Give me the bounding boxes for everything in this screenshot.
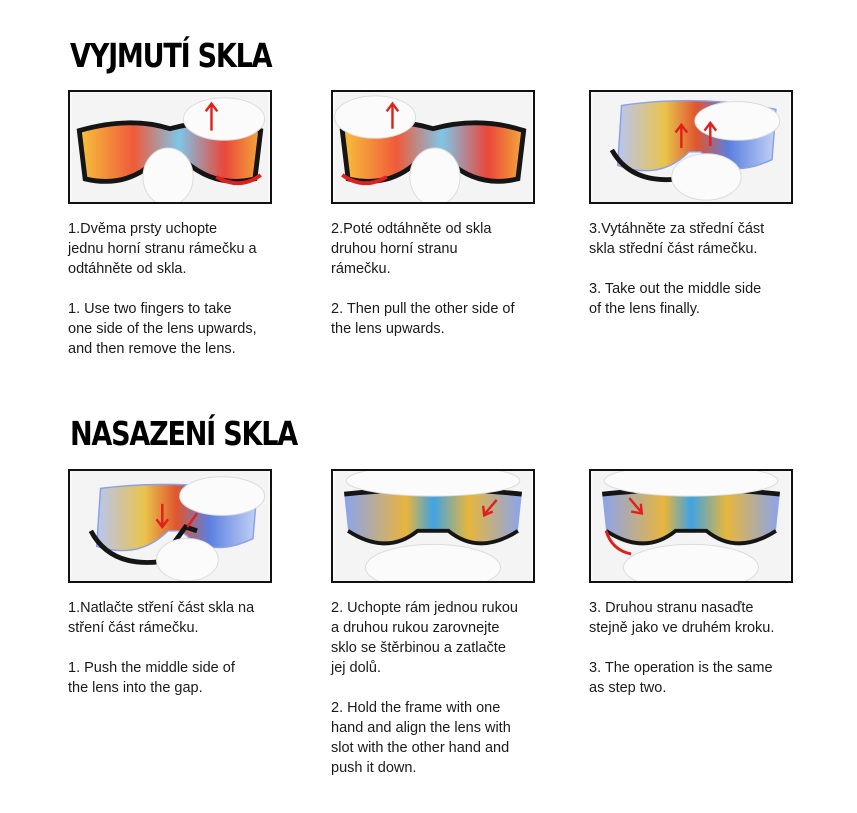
glasses-lens-install-icon [591, 471, 791, 581]
glasses-lens-removal-icon [591, 92, 791, 202]
glasses-lens-removal-icon [70, 92, 270, 202]
removal-step-1-text-en: 1. Use two fingers to take one side of the lens upwards, and then remove the lens. [68, 301, 257, 357]
installation-step-2-text-cz: 2. Uchopte rám jednou rukou a druhou rukou zarovnejte sklo se štěrbinou a zatlačte jej dolů. [331, 600, 518, 676]
installation-step-3-photo [589, 469, 793, 583]
glasses-lens-removal-icon [333, 92, 533, 202]
removal-step-3 [589, 90, 819, 339]
installation-step-3-text-cz: 3. Druhou stranu nasaďte stejně jako ve druhém kroku. [589, 600, 775, 636]
removal-step-2-text-en: 2. Then pull the other side of the lens upwards. [331, 301, 515, 337]
removal-step-2-photo [331, 90, 535, 204]
installation-step-2-text-en: 2. Hold the frame with one hand and align the lens with slot with the other hand and push it down. [331, 700, 511, 776]
installation-step-1-text-cz: 1.Natlačte stření část skla na stření část rámečku. [68, 600, 255, 636]
installation-step-1-photo [68, 469, 272, 583]
removal-section-title: VYJMUTÍ SKLA [70, 36, 272, 75]
installation-step-3-text-en: 3. The operation is the same as step two. [589, 660, 773, 696]
removal-step-3-photo [589, 90, 793, 204]
removal-step-1 [68, 90, 298, 379]
installation-step-3 [589, 469, 819, 718]
installation-step-2 [331, 469, 561, 798]
removal-step-2 [331, 90, 561, 359]
removal-step-1-photo [68, 90, 272, 204]
removal-step-2-text-cz: 2.Poté odtáhněte od skla druhou horní stranu rámečku. [331, 221, 492, 277]
installation-section-title: NASAZENÍ SKLA [70, 414, 297, 453]
installation-step-1 [68, 469, 298, 718]
removal-step-1-text-cz: 1.Dvěma prsty uchopte jednu horní stranu rámečku a odtáhněte od skla. [68, 221, 257, 277]
removal-step-3-text-en: 3. Take out the middle side of the lens finally. [589, 281, 762, 317]
installation-step-2-photo [331, 469, 535, 583]
glasses-lens-install-icon [70, 471, 270, 581]
removal-step-3-text-cz: 3.Vytáhněte za střední část skla střední část rámečku. [589, 221, 765, 257]
glasses-lens-install-icon [333, 471, 533, 581]
installation-step-1-text-en: 1. Push the middle side of the lens into the gap. [68, 660, 235, 696]
